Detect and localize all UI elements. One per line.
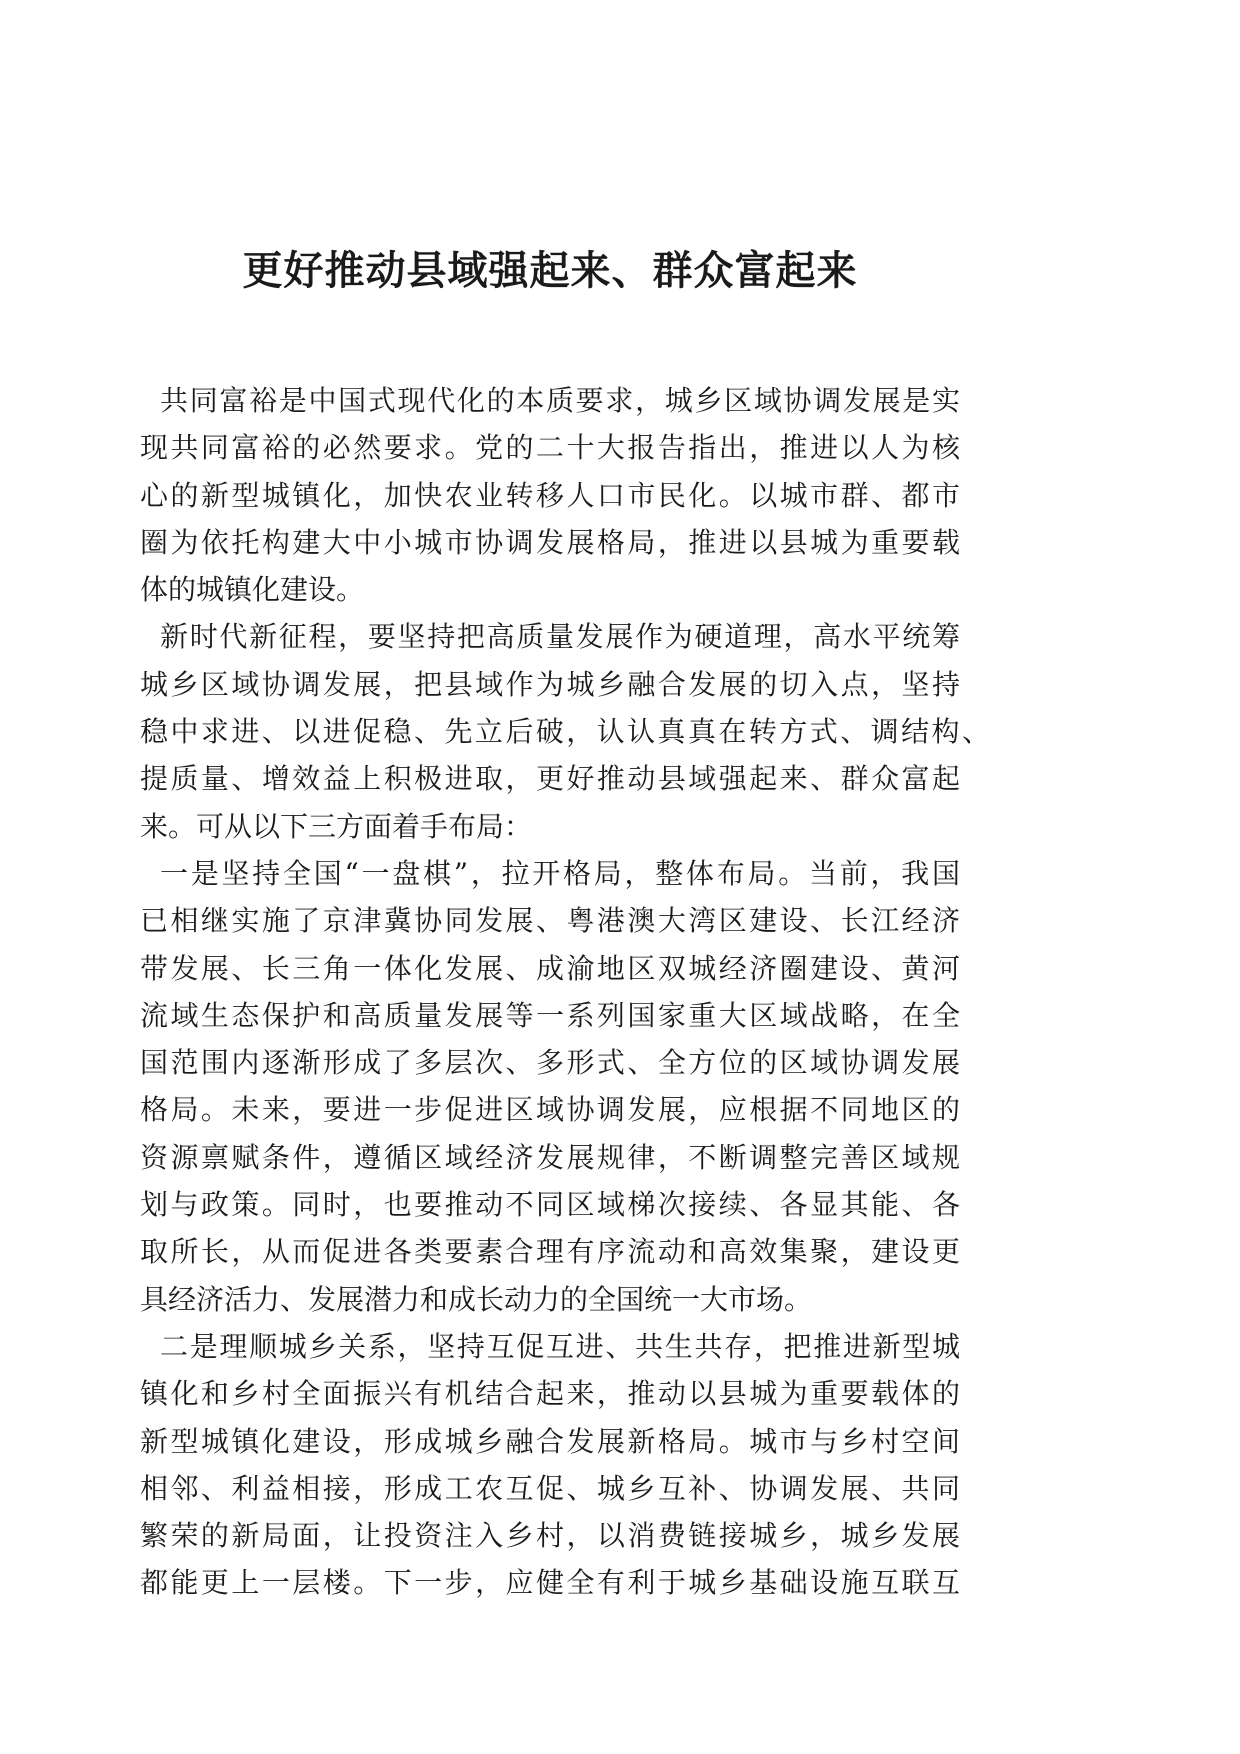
body-line: 划与政策。同时，也要推动不同区域梯次接续、各显其能、各 (140, 1188, 960, 1222)
body-line: 都能更上一层楼。下一步，应健全有利于城乡基础设施互联互 (140, 1566, 960, 1600)
paragraph-4 (140, 1323, 1000, 1607)
document-body (140, 377, 1000, 1607)
body-line: 来。可从以下三方面着手布局： (140, 809, 533, 843)
paragraph-1 (140, 377, 1000, 613)
body-line: 取所长，从而促进各类要素合理有序流动和高效集聚，建设更 (140, 1235, 960, 1269)
body-line: 城乡区域协调发展，把县域作为城乡融合发展的切入点，坚持 (140, 667, 960, 701)
body-line: 一是坚持全国“一盘棋”，拉开格局，整体布局。当前，我国 (160, 856, 960, 890)
body-line: 二是理顺城乡关系，坚持互促互进、共生共存，把推进新型城 (160, 1329, 960, 1363)
body-line: 现共同富裕的必然要求。党的二十大报告指出，推进以人为核 (140, 431, 960, 465)
body-line: 资源禀赋条件，遵循区域经济发展规律，不断调整完善区域规 (140, 1140, 960, 1174)
body-line: 圈为依托构建大中小城市协调发展格局，推进以县城为重要载 (140, 525, 960, 559)
body-line: 格局。未来，要进一步促进区域协调发展，应根据不同地区的 (140, 1093, 960, 1127)
body-line: 新时代新征程，要坚持把高质量发展作为硬道理，高水平统筹 (160, 620, 960, 654)
body-line: 流域生态保护和高质量发展等一系列国家重大区域战略，在全 (140, 998, 960, 1032)
body-line: 具经济活力、发展潜力和成长动力的全国统一大市场。 (140, 1282, 813, 1316)
body-line: 相邻、利益相接，形成工农互促、城乡互补、协调发展、共同 (140, 1471, 960, 1505)
paragraph-3 (140, 850, 1000, 1323)
body-line: 已相继实施了京津冀协同发展、粤港澳大湾区建设、长江经济 (140, 904, 960, 938)
body-line: 繁荣的新局面，让投资注入乡村，以消费链接城乡，城乡发展 (140, 1519, 960, 1553)
body-line: 共同富裕是中国式现代化的本质要求，城乡区域协调发展是实 (160, 384, 960, 417)
body-line: 镇化和乡村全面振兴有机结合起来，推动以县城为重要载体的 (140, 1377, 960, 1411)
paragraph-2 (140, 613, 1000, 849)
body-line: 体的城镇化建设。 (140, 573, 365, 607)
document-title: 更好推动县域强起来、群众富起来 (242, 247, 858, 294)
body-line: 稳中求进、以进促稳、先立后破，认认真真在转方式、调结构、 (140, 715, 990, 749)
body-line: 提质量、增效益上积极进取，更好推动县域强起来、群众富起 (140, 762, 960, 796)
body-line: 新型城镇化建设，形成城乡融合发展新格局。城市与乡村空间 (140, 1424, 960, 1458)
body-line: 心的新型城镇化，加快农业转移人口市民化。以城市群、都市 (140, 478, 960, 512)
body-line: 带发展、长三角一体化发展、成渝地区双城经济圈建设、黄河 (140, 951, 960, 985)
body-line: 国范围内逐渐形成了多层次、多形式、全方位的区域协调发展 (140, 1046, 960, 1080)
